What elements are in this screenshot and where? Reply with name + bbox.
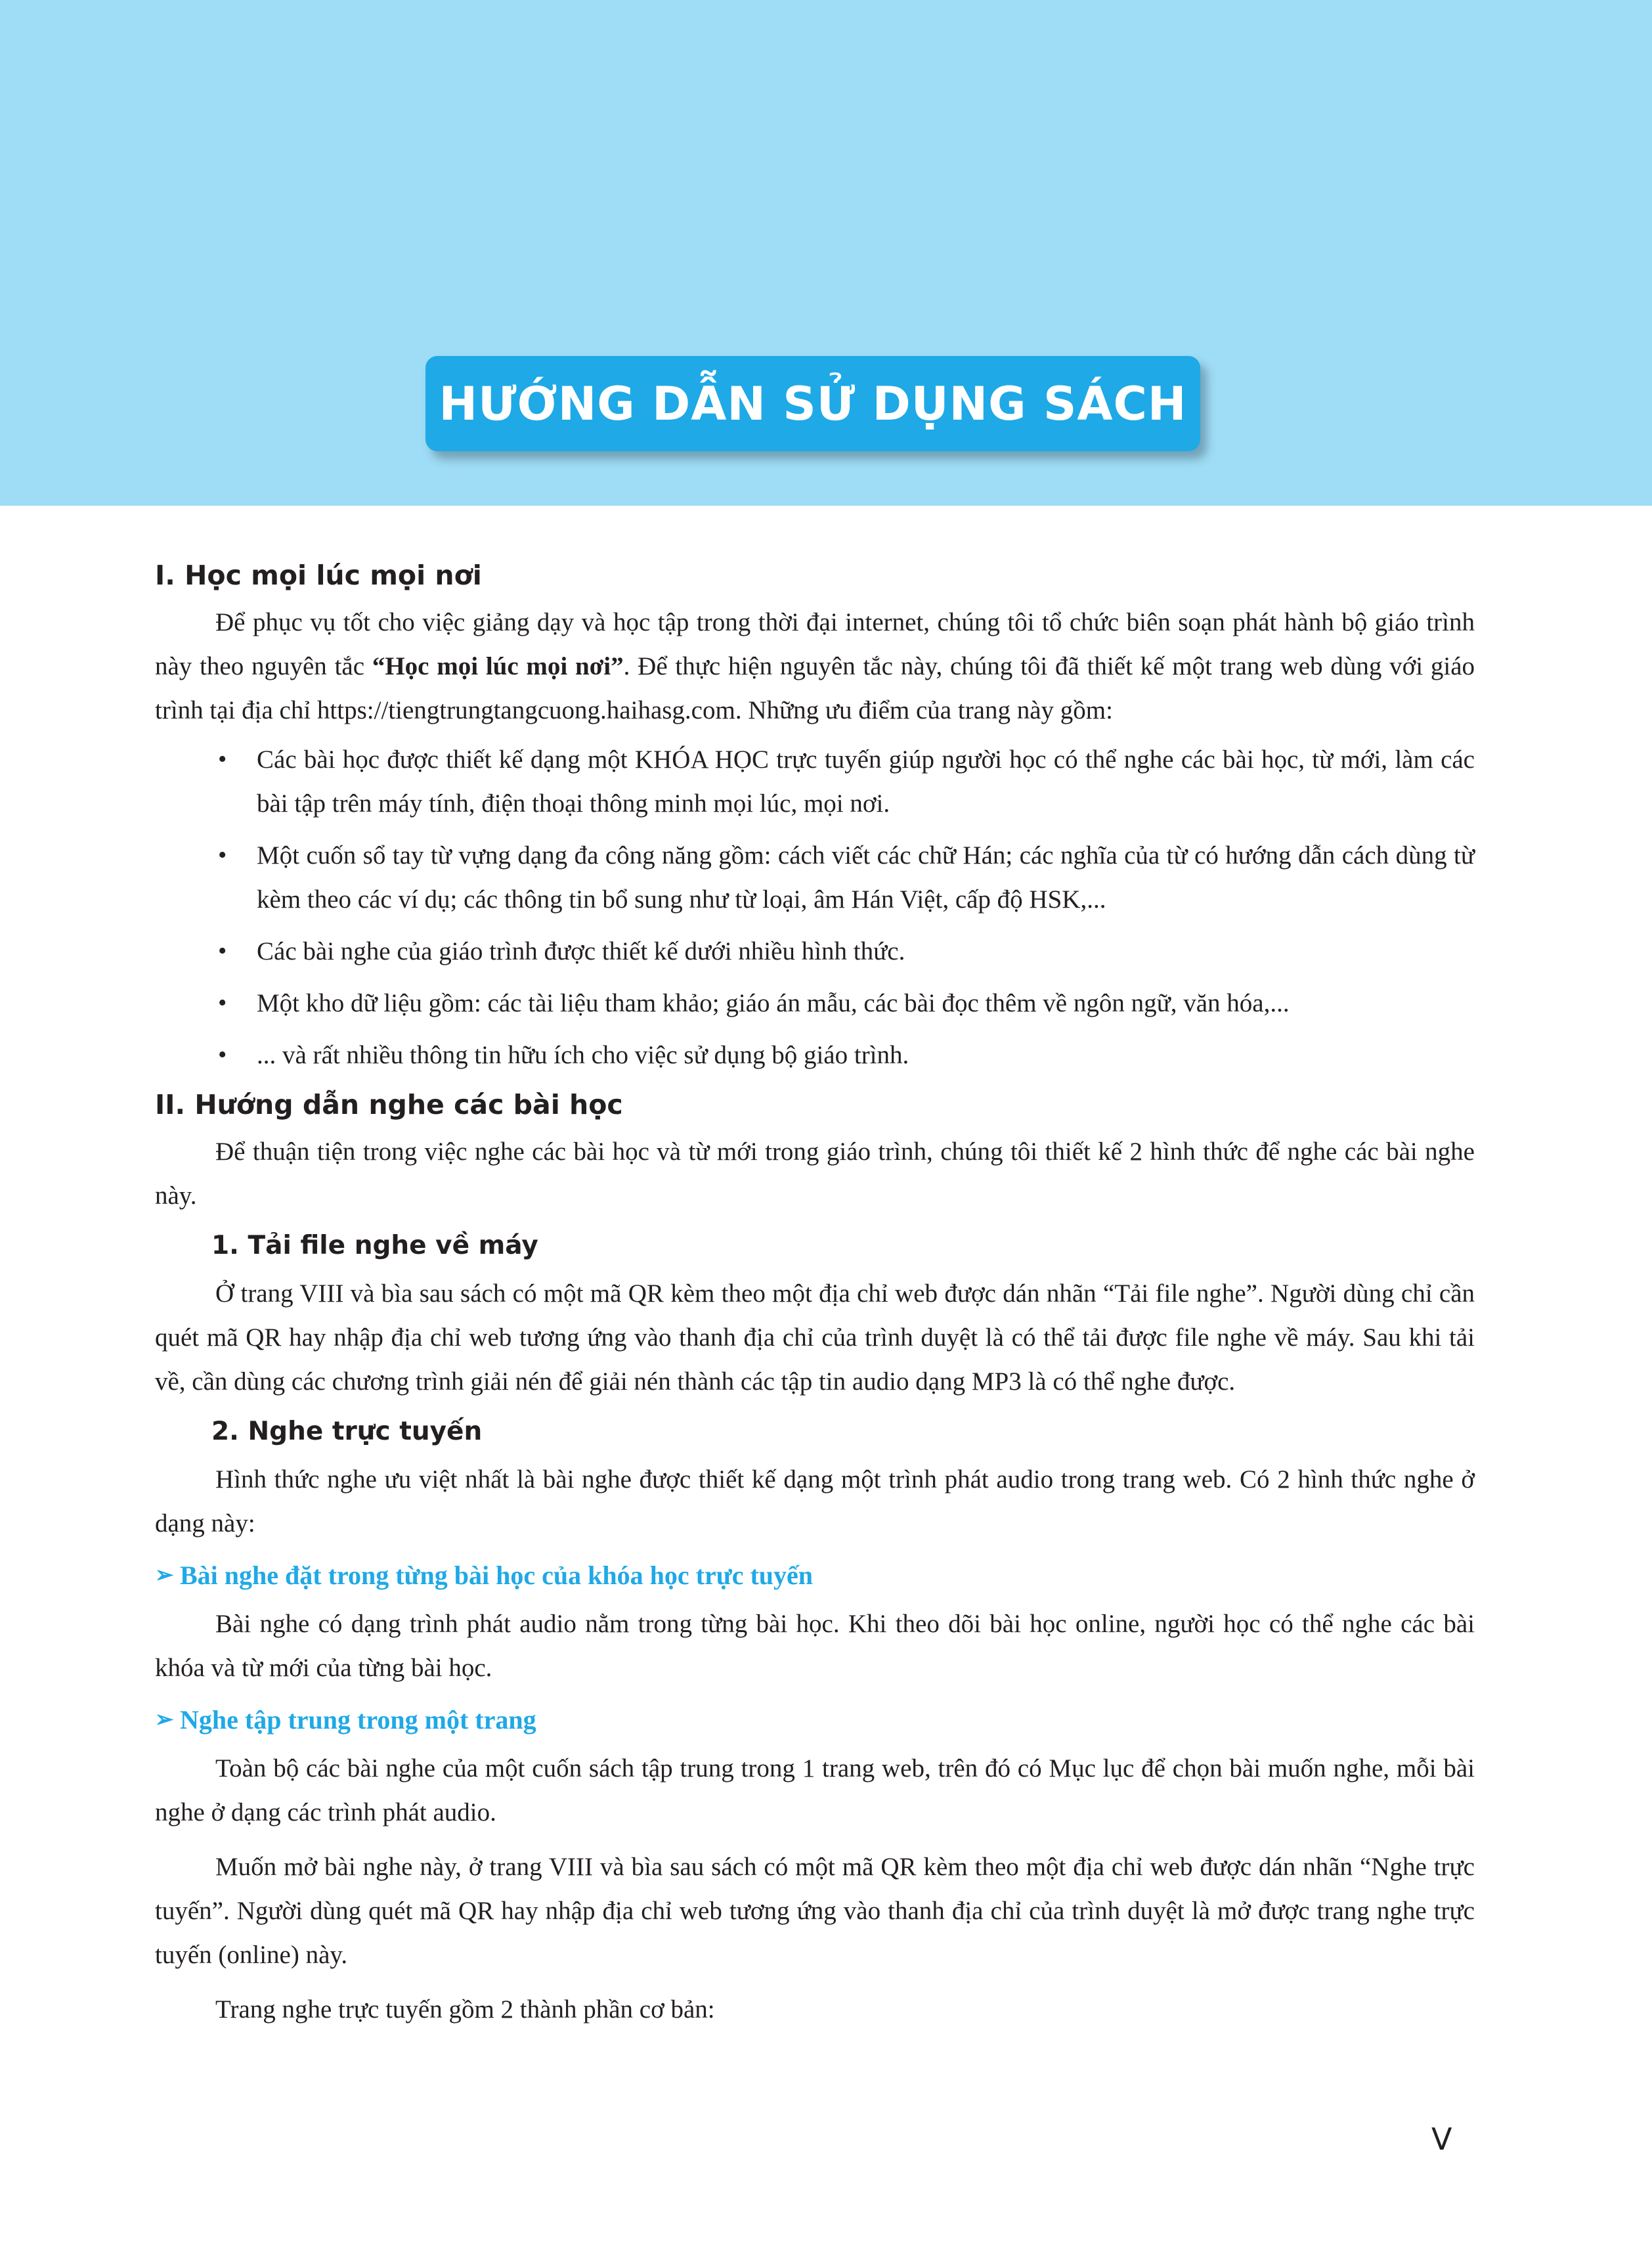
point-b-heading bbox=[155, 1700, 1475, 1740]
page-number: V bbox=[1431, 2121, 1452, 2157]
point-b-text-1: Toàn bộ các bài nghe của một cuốn sách tập trung trong 1 trang web, trên đó có Mục lục để chọn bài muốn nghe, mỗi bài nghe ở dạng các trình phát audio. bbox=[155, 1754, 1475, 1826]
bullet-icon: • bbox=[218, 989, 227, 1017]
bullet-icon: • bbox=[218, 1041, 227, 1069]
list-item-text: Một kho dữ liệu gồm: các tài liệu tham khảo; giáo án mẫu, các bài đọc thêm về ngôn ngữ, văn hóa,... bbox=[257, 989, 1290, 1017]
list-item-text: Các bài nghe của giáo trình được thiết kế dưới nhiều hình thức. bbox=[257, 937, 905, 965]
list-item bbox=[155, 738, 1475, 826]
subsection-2-heading: 2. Nghe trực tuyến bbox=[211, 1417, 483, 1446]
document-body bbox=[155, 556, 1475, 2037]
section-1-intro-bold: “Học mọi lúc mọi nơi” bbox=[372, 652, 624, 680]
section-1-heading: I. Học mọi lúc mọi nơi bbox=[155, 560, 482, 591]
list-item-text: Các bài học được thiết kế dạng một KHÓA HỌC trực tuyến giúp người học có thể nghe các bài học, từ mới, làm các bài tập trên máy tính, điện thoại thông minh mọi lúc, mọi nơi. bbox=[257, 745, 1475, 818]
list-item bbox=[155, 833, 1475, 921]
arrowhead-icon: ➢ bbox=[155, 1563, 174, 1587]
subsection-2-text: Hình thức nghe ưu việt nhất là bài nghe được thiết kế dạng một trình phát audio trong trang web. Có 2 hình thức nghe ở dạng này: bbox=[155, 1465, 1475, 1538]
point-b-text-2: Muốn mở bài nghe này, ở trang VIII và bìa sau sách có một mã QR kèm theo một địa chỉ web được dán nhãn “Nghe trực tuyến”. Người dùng quét mã QR hay nhập địa chỉ web tương ứng vào thanh địa chỉ của trình duyệt là mở được trang nghe trực tuyến (online) này. bbox=[155, 1853, 1475, 1969]
advantages-list bbox=[155, 738, 1475, 1077]
subsection-1-text: Ở trang VIII và bìa sau sách có một mã QR kèm theo một địa chỉ web được dán nhãn “Tải file nghe”. Người dùng chỉ cần quét mã QR hay nhập địa chỉ web tương ứng vào thanh địa chỉ của trình duyệt là có thể tải được file nghe về máy. Sau khi tải về, cần dùng các chương trình giải nén để giải nén thành các tập tin audio dạng MP3 là có thể nghe được. bbox=[155, 1279, 1475, 1396]
bullet-icon: • bbox=[218, 745, 227, 773]
arrowhead-icon: ➢ bbox=[155, 1708, 174, 1732]
point-a-heading-text: Bài nghe đặt trong từng bài học của khóa học trực tuyến bbox=[180, 1561, 814, 1590]
bullet-icon: • bbox=[218, 937, 227, 965]
list-item bbox=[155, 1033, 1475, 1077]
section-1-intro bbox=[155, 600, 1475, 732]
subsection-1-heading: 1. Tải file nghe về máy bbox=[211, 1231, 538, 1260]
list-item bbox=[155, 929, 1475, 973]
point-a-text: Bài nghe có dạng trình phát audio nằm trong từng bài học. Khi theo dõi bài học online, người học có thể nghe các bài khóa và từ mới của từng bài học. bbox=[155, 1610, 1475, 1682]
section-1-intro-end: . Để thực hiện nguyên tắc này, chúng tôi đã thiết kế một trang web dùng với giáo trình tại địa chỉ https://tiengtrungtangcuong.haihasg.com. Những ưu điểm của trang này gồm: bbox=[155, 652, 1475, 724]
point-b-heading-text: Nghe tập trung trong một trang bbox=[180, 1705, 536, 1735]
point-a-heading bbox=[155, 1556, 1475, 1595]
title-banner bbox=[425, 356, 1200, 451]
bullet-icon: • bbox=[218, 841, 227, 869]
list-item-text: ... và rất nhiều thông tin hữu ích cho việc sử dụng bộ giáo trình. bbox=[257, 1041, 909, 1069]
list-item bbox=[155, 981, 1475, 1025]
point-b-text-3: Trang nghe trực tuyến gồm 2 thành phần cơ bản: bbox=[215, 1995, 715, 2024]
section-1-intro-start: Để phục vụ tốt cho việc giảng dạy và học tập trong thời đại internet, chúng tôi tổ chức biên soạn phát hành bộ giáo trình này theo nguyên tắc bbox=[155, 608, 1475, 680]
section-2-heading: II. Hướng dẫn nghe các bài học bbox=[155, 1089, 623, 1120]
list-item-text: Một cuốn sổ tay từ vựng dạng đa công năng gồm: cách viết các chữ Hán; các nghĩa của từ có hướng dẫn cách dùng từ kèm theo các ví dụ; các thông tin bổ sung như từ loại, âm Hán Việt, cấp độ HSK,... bbox=[257, 841, 1475, 914]
page-title: HƯỚNG DẪN SỬ DỤNG SÁCH bbox=[439, 376, 1187, 431]
section-2-intro: Để thuận tiện trong việc nghe các bài học và từ mới trong giáo trình, chúng tôi thiết kế 2 hình thức để nghe các bài nghe này. bbox=[155, 1138, 1475, 1210]
